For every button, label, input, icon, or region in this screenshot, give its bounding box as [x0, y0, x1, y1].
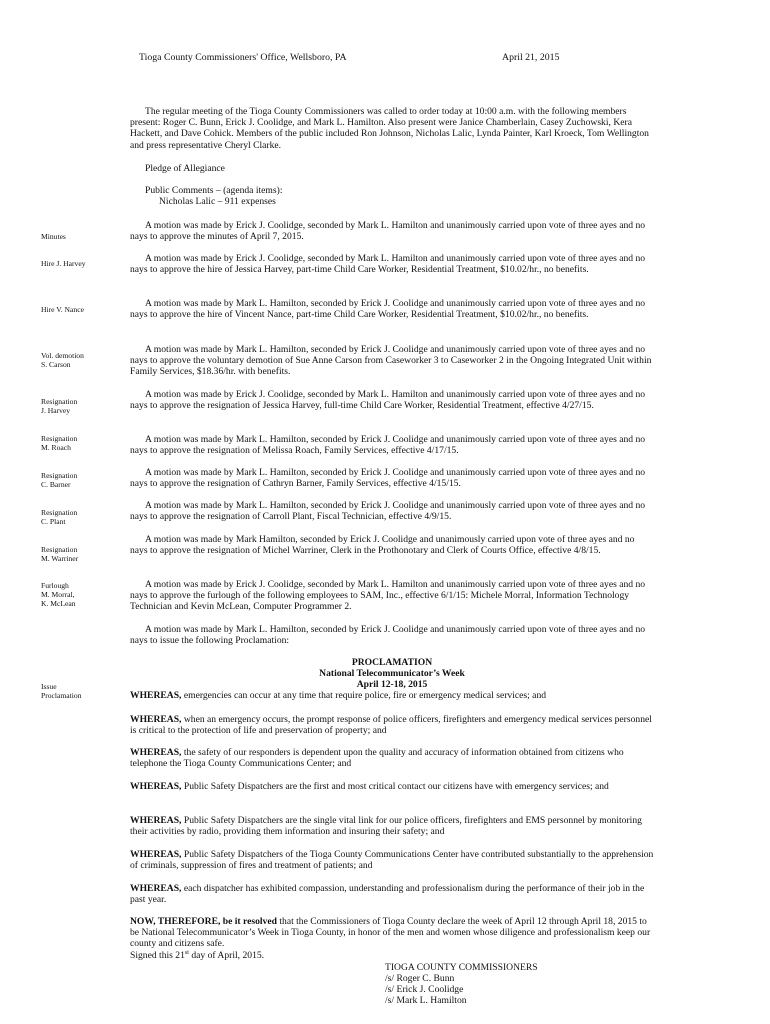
signed-sup: st	[184, 949, 189, 956]
intro-text: The regular meeting of the Tioga County Commissioners was called to order today at 10:00 a.m. with the following members present: Roger C. Bunn, Erick J. Coolidge, and Mark L. Hamilton. Also present were Janice Chamberlain, Casey Zuchowski, Kera Hackett, and Dave Cohick. Members of the public included Ron Johnson, Nicholas Lalic, Lynda Painter, Karl Kroeck, Tom Wellington and press representative Cheryl Clarke.	[130, 106, 649, 151]
signature-line: /s/ Roger C. Bunn	[385, 973, 455, 984]
margin-note: Resignation J. Harvey	[41, 397, 78, 415]
whereas-text: emergencies can occur at any time that require police, fire or emergency medical services; and	[183, 690, 547, 701]
header-office: Tioga County Commissioners' Office, Wellsboro, PA	[139, 52, 347, 63]
motion-text: A motion was made by Mark L. Hamilton, seconded by Erick J. Coolidge and unanimously carried upon vote of three ayes and no nays to approve the resignation of Melissa Roach, Family Services, effective 4/17/15.	[130, 434, 646, 457]
resolved-text: that the Commissioners of Tioga County declare the week of April 12 through April 18, 2015 to be National Telecommunicator’s Week in Tioga County, in honor of the men and women whose diligence and professionalism keep our county and citizens safe.	[130, 916, 651, 950]
motion-text: A motion was made by Erick J. Coolidge, seconded by Mark L. Hamilton and unanimously carried upon vote of three ayes and no nays to approve the hire of Jessica Harvey, part-time Child Care Worker, Residential Treatment, $10.02/hr., no benefits.	[130, 253, 646, 276]
whereas-text: each dispatcher has exhibited compassion, understanding and professionalism during the performance of their job in the past year.	[130, 883, 645, 906]
motion-paragraph	[130, 434, 654, 456]
whereas-text: when an emergency occurs, the prompt response of police officers, firefighters and emergency medical services personnel is critical to the protection of life and preservation of property; and	[130, 714, 652, 737]
motion-text: A motion was made by Erick J. Coolidge, seconded by Mark L. Hamilton and unanimously carried upon vote of three ayes and no nays to approve the resignation of Jessica Harvey, full-time Child Care Worker, Residential Treatment, effective 4/27/15.	[130, 389, 646, 412]
public-comments-title: Public Comments – (agenda items):	[145, 185, 283, 196]
motion-text: A motion was made by Mark Hamilton, seconded by Erick J. Coolidge and unanimously carried upon vote of three ayes and no nays to approve the resignation of Michel Warriner, Clerk in the Prothonotary and Clerk of Courts Office, effective 4/8/15.	[130, 534, 635, 557]
whereas-paragraph	[130, 849, 654, 871]
margin-note: Hire J. Harvey	[41, 259, 86, 268]
signature-line: /s/ Mark L. Hamilton	[385, 995, 467, 1006]
whereas-paragraph	[130, 781, 654, 792]
motion-paragraph	[130, 579, 654, 613]
margin-note: Resignation C. Plant	[41, 508, 78, 526]
resolution-paragraph	[130, 916, 654, 961]
motion-paragraph	[130, 500, 654, 522]
motion-paragraph	[130, 298, 654, 320]
motion-text: A motion was made by Mark L. Hamilton, seconded by Erick J. Coolidge and unanimously carried upon vote of three ayes and no nays to issue the following Proclamation:	[130, 624, 646, 647]
motion-paragraph	[130, 253, 654, 275]
signed-date	[130, 950, 264, 961]
whereas-text: Public Safety Dispatchers are the first and most critical contact our citizens have with emergency services; and	[183, 781, 609, 792]
proclamation-title: PROCLAMATION	[351, 657, 433, 668]
whereas-label: WHEREAS,	[130, 714, 182, 725]
whereas-text: the safety of our responders is dependent upon the quality and accuracy of information obtained from citizens who telephone the Tioga County Communications Center; and	[130, 747, 624, 770]
motion-text: A motion was made by Erick J. Coolidge, seconded by Mark L. Hamilton and unanimously carried upon vote of three ayes and no nays to approve the minutes of April 7, 2015.	[130, 220, 646, 243]
whereas-label: WHEREAS,	[130, 690, 182, 701]
margin-note: Resignation M. Roach	[41, 434, 78, 452]
motion-text: A motion was made by Mark L. Hamilton, seconded by Erick J. Coolidge and unanimously carried upon vote of three ayes and no nays to approve the hire of Vincent Nance, part-time Child Care Worker, Residential Treatment, $10.02/hr., no benefits.	[130, 298, 646, 321]
whereas-text: Public Safety Dispatchers are the single vital link for our police officers, firefighters and EMS personnel by monitoring their activities by radio, providing them information and insuring their safety; and	[130, 815, 642, 838]
motion-text: A motion was made by Mark L. Hamilton, seconded by Erick J. Coolidge and unanimously carried upon vote of three ayes and no nays to approve the resignation of Carroll Plant, Fiscal Technician, effective 4/9/15.	[130, 500, 646, 523]
proclamation-dates: April 12-18, 2015	[356, 679, 428, 690]
signature-line: /s/ Erick J. Coolidge	[385, 984, 464, 995]
whereas-text: Public Safety Dispatchers of the Tioga County Communications Center have contributed substantially to the apprehension of criminals, suppression of fires and treatment of patients; and	[130, 849, 654, 872]
intro-paragraph	[130, 106, 654, 151]
signed-suffix: day of April, 2015.	[188, 949, 265, 961]
motion-text: A motion was made by Mark L. Hamilton, seconded by Erick J. Coolidge and unanimously carried upon vote of three ayes and no nays to approve the voluntary demotion of Sue Anne Carson from Caseworker 3 to Caseworker 2 in the Ongoing Integrated Unit within Family Services, $18.36/hr. with benefits.	[130, 344, 652, 378]
whereas-label: WHEREAS,	[130, 781, 182, 792]
margin-note: Minutes	[41, 232, 66, 241]
whereas-paragraph	[130, 747, 654, 769]
motion-paragraph	[130, 344, 654, 378]
signature-heading: TIOGA COUNTY COMMISSIONERS	[385, 962, 538, 973]
public-comments-item: Nicholas Lalic – 911 expenses	[159, 196, 276, 207]
margin-note: Hire V. Nance	[41, 305, 84, 314]
margin-note: Vol. demotion S. Carson	[41, 351, 84, 369]
resolved-label: NOW, THEREFORE, be it resolved	[130, 916, 277, 927]
motion-paragraph	[130, 389, 654, 411]
margin-note: Issue Proclamation	[41, 682, 82, 700]
motion-text: A motion was made by Erick J. Coolidge, seconded by Mark L. Hamilton and unanimously carried upon vote of three ayes and no nays to approve the furlough of the following employees to SAM, Inc., effective 6/1/15: Michele Morral, Information Technology Technician and Kevin McLean, Computer Programmer 2.	[130, 579, 646, 613]
motion-text: A motion was made by Mark L. Hamilton, seconded by Erick J. Coolidge and unanimously carried upon vote of three ayes and no nays to approve the resignation of Cathryn Barner, Family Services, effective 4/15/15.	[130, 467, 646, 490]
pledge: Pledge of Allegiance	[145, 163, 225, 174]
header-date: April 21, 2015	[502, 52, 560, 63]
whereas-paragraph	[130, 714, 654, 736]
motion-paragraph	[130, 467, 654, 489]
whereas-label: WHEREAS,	[130, 883, 182, 894]
motion-paragraph	[130, 534, 654, 556]
margin-note: Furlough M. Morral, K. McLean	[41, 581, 76, 608]
margin-note: Resignation C. Barner	[41, 471, 78, 489]
whereas-paragraph	[130, 815, 654, 837]
whereas-paragraph	[130, 690, 654, 701]
whereas-paragraph	[130, 883, 654, 905]
motion-paragraph	[130, 220, 654, 242]
motion-paragraph	[130, 624, 654, 646]
whereas-label: WHEREAS,	[130, 747, 182, 758]
whereas-label: WHEREAS,	[130, 815, 182, 826]
margin-note: Resignation M. Warriner	[41, 545, 79, 563]
whereas-label: WHEREAS,	[130, 849, 182, 860]
signed-prefix: Signed this 21	[130, 949, 185, 961]
proclamation-subtitle: National Telecommunicator’s Week	[319, 668, 465, 679]
